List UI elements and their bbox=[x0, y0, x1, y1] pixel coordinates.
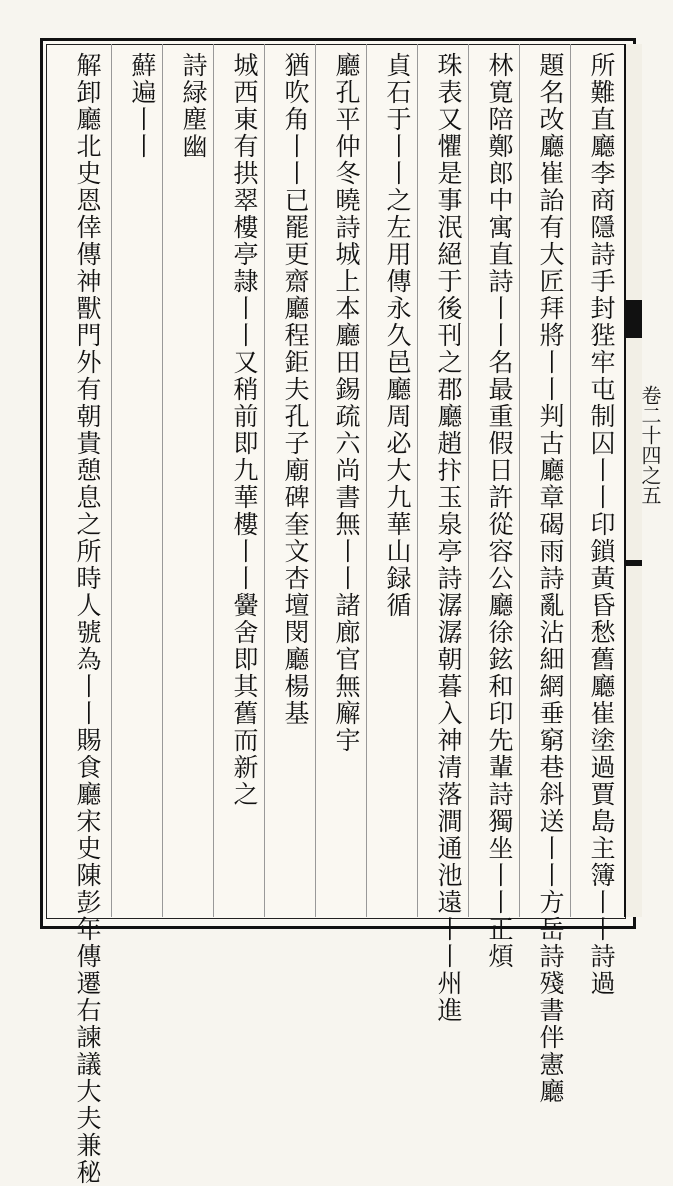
text-column-11: 解卸廳北史恩倖傳神獸門外有朝貴憩息之所時人號為丨丨賜食廳宋史陳彭年傳遷右諫議大夫兼秘 bbox=[73, 52, 102, 1186]
text-column-1: 所難直廳李商隱詩手封狴牢屯制囚丨丨印鎖黃昏愁舊廳崔塗過賈島主簿丨丨詩過 bbox=[587, 52, 616, 997]
text-column-9: 詩緑塵幽 bbox=[179, 52, 208, 160]
margin-fishtail-mark bbox=[624, 300, 642, 338]
text-column-10: 蘚遍丨丨 bbox=[128, 52, 157, 160]
margin-divider bbox=[624, 560, 642, 566]
text-column-8: 城西東有拱翠樓亭隷丨丨又稍前即九華樓丨丨黌舍即其舊而新之 bbox=[230, 52, 259, 808]
text-column-6: 廳孔平仲冬曉詩城上本廳田錫疏六尚書無丨丨諸廊官無廨宇 bbox=[332, 52, 361, 754]
volume-label: 卷二十四之五 bbox=[638, 385, 662, 505]
text-column-7: 猶吹角丨丨已罷更齋廳程鉅夫孔子廟碑奎文杏壇閔廳楊基 bbox=[281, 52, 310, 727]
column-rule bbox=[162, 44, 163, 917]
text-column-4: 珠表又懼是事泯絕于後刊之郡廳趙抃玉泉亭詩潺潺朝暮入神清落澗通池遠丨丨州進 bbox=[434, 52, 463, 1024]
text-column-2: 題名改廳崔詒有大匠拜將丨丨判古廳章碣雨詩亂沾細網垂窮巷斜送丨丨方岳詩殘書伴憲廳 bbox=[536, 52, 565, 1105]
text-column-3: 林寛陪鄭郎中寓直詩丨丨名最重假日許從容公廳徐鉉和印先輩詩獨坐丨丨正煩 bbox=[485, 52, 514, 970]
column-rule bbox=[111, 44, 112, 917]
column-rule bbox=[213, 44, 214, 917]
text-column-5: 貞石于丨丨之左用傳永久邑廳周必大九華山録循 bbox=[383, 52, 412, 619]
